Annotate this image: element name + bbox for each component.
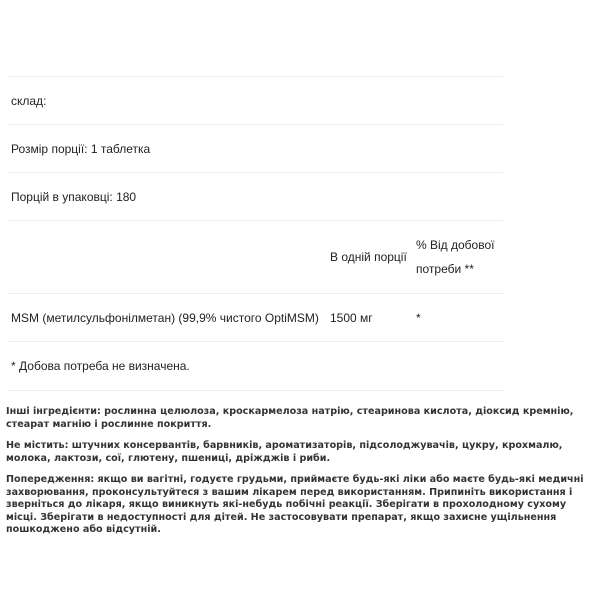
- header-daily-value: % Від добової потреби **: [416, 238, 495, 276]
- free-of: Не містить: штучних консервантів, барвників, ароматизаторів, підсолоджувачів, цукру, крохмалю, молока, лактози, сої, глютену, пшениці, дріжджів і риби.: [6, 440, 563, 464]
- servings-per-container-row: [7, 173, 503, 221]
- header-per-serving: В одній порції: [330, 250, 407, 264]
- serving-size-row: [7, 125, 503, 173]
- table-header-row: [7, 221, 503, 294]
- ingredient-daily-value: *: [416, 310, 421, 325]
- servings-per-container: Порцій в упаковці: 180: [11, 189, 137, 204]
- ingredient-amount: 1500 мг: [330, 310, 373, 325]
- warning: Попередження: якщо ви вагітні, годуєте грудьми, приймаєте будь-які ліки або маєте будь-які медичні захворювання, проконсультуйтеся з вашим лікарем перед використанням. Припиніть використання і зверніться до лікаря, якщо виникнуть які-небудь побічні реакції. Зберігати в прохолодному сухому місці. Зберігати в недоступності для дітей. Не застосовувати препарат, якщо захисне ущільнення пошкоджено або відсутній.: [6, 474, 584, 535]
- table-row: [7, 294, 503, 342]
- ingredient-name: MSM (метилсульфонілметан) (99,9% чистого OptiMSM): [11, 310, 319, 325]
- serving-size: Розмір порції: 1 таблетка: [11, 141, 151, 156]
- composition-label: склад:: [11, 93, 47, 108]
- footnote-row: [7, 342, 503, 391]
- footnote: * Добова потреба не визначена.: [11, 359, 190, 373]
- supplement-facts-table: [7, 76, 503, 391]
- composition-row: [7, 77, 503, 125]
- other-ingredients: Інші інгредієнти: рослинна целюлоза, кроскармелоза натрію, стеаринова кислота, діоксид кремнію, стеарат магнію і рослинне покриття.: [6, 406, 574, 430]
- product-notes: [6, 406, 591, 546]
